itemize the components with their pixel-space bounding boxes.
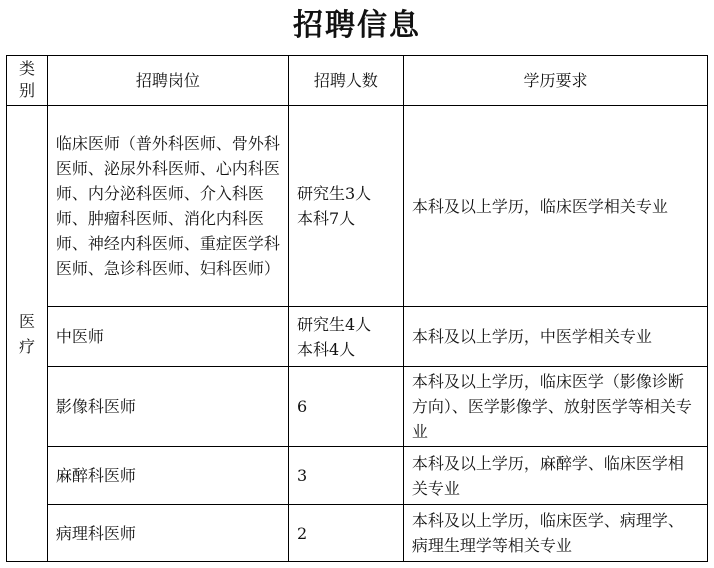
table-row [7, 307, 708, 367]
page-title: 招聘信息 [293, 8, 421, 43]
header-count: 招聘人数 [288, 56, 403, 106]
position-cell: 麻醉科医师 [47, 447, 288, 505]
count-cell: 研究生3人 本科7人 [288, 106, 403, 307]
education-cell: 本科及以上学历，临床医学、病理学、病理生理学等相关专业 [403, 505, 707, 562]
education-cell: 本科及以上学历，临床医学（影像诊断方向）、医学影像学、放射医学等相关专业 [403, 367, 707, 447]
table-row [7, 367, 708, 447]
header-category: 类别 [7, 56, 48, 106]
header-education: 学历要求 [403, 56, 707, 106]
header-position: 招聘岗位 [47, 56, 288, 106]
table-row [7, 106, 708, 307]
recruitment-table [6, 55, 708, 562]
count-cell: 2 [288, 505, 403, 562]
position-cell: 临床医师（普外科医师、骨外科医师、泌尿外科医师、心内科医师、内分泌科医师、介入科医师、肿瘤科医师、消化内科医师、神经内科医师、重症医学科医师、急诊科医师、妇科医师） [47, 106, 288, 307]
education-cell: 本科及以上学历，中医学相关专业 [403, 307, 707, 367]
count-cell: 6 [288, 367, 403, 447]
education-cell: 本科及以上学历，麻醉学、临床医学相关专业 [403, 447, 707, 505]
category-cell: 医疗 [7, 106, 48, 562]
table-row [7, 447, 708, 505]
table-row [7, 505, 708, 562]
position-cell: 病理科医师 [47, 505, 288, 562]
count-cell: 研究生4人 本科4人 [288, 307, 403, 367]
education-cell: 本科及以上学历，临床医学相关专业 [403, 106, 707, 307]
count-cell: 3 [288, 447, 403, 505]
table-header-row [7, 56, 708, 106]
position-cell: 影像科医师 [47, 367, 288, 447]
position-cell: 中医师 [47, 307, 288, 367]
